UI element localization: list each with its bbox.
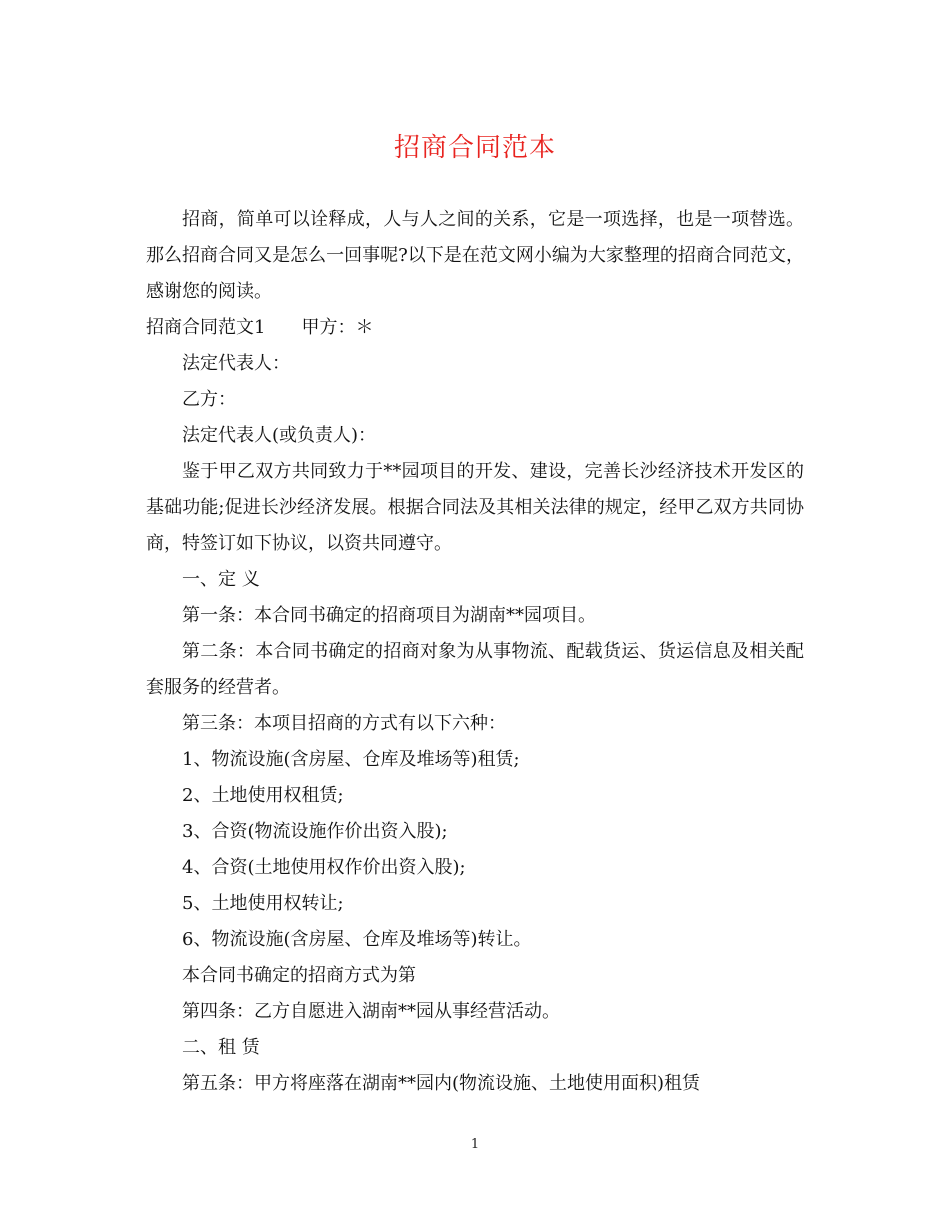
sample-heading: 招商合同范文1 xyxy=(146,317,266,338)
legal-representative-b: 法定代表人(或负责人)： xyxy=(182,425,377,446)
section-heading-definitions: 一、定 义 xyxy=(182,569,260,590)
party-b: 乙方： xyxy=(182,389,236,410)
method-item: 5、土地使用权转让; xyxy=(182,893,344,914)
method-item: 4、合资(土地使用权作价出资入股); xyxy=(182,857,466,878)
article-4: 第四条：乙方自愿进入湖南**园从事经营活动。 xyxy=(182,1001,560,1022)
legal-representative: 法定代表人： xyxy=(182,353,290,374)
method-item: 3、合资(物流设施作价出资入股); xyxy=(182,821,448,842)
method-item: 1、物流设施(含房屋、仓库及堆场等)租赁; xyxy=(182,749,520,770)
sample-heading-line xyxy=(146,310,804,346)
page-number: 1 xyxy=(470,1137,480,1152)
method-selected: 本合同书确定的招商方式为第 xyxy=(182,965,416,986)
article-3: 第三条：本项目招商的方式有以下六种： xyxy=(182,713,506,734)
method-item: 2、土地使用权租赁; xyxy=(182,785,344,806)
party-a: 甲方：＊ xyxy=(301,317,374,338)
document-body xyxy=(146,202,804,1102)
method-item: 6、物流设施(含房屋、仓库及堆场等)转让。 xyxy=(182,929,532,950)
intro-paragraph: 招商，简单可以诠释成，人与人之间的关系，它是一项选择，也是一项替选。那么招商合同又是怎么一回事呢?以下是在范文网小编为大家整理的招商合同范文，感谢您的阅读。 xyxy=(146,209,804,302)
article-2: 第二条：本合同书确定的招商对象为从事物流、配载货运、货运信息及相关配套服务的经营者。 xyxy=(146,641,804,698)
preamble-paragraph: 鉴于甲乙双方共同致力于**园项目的开发、建设，完善长沙经济技术开发区的基础功能;促进长沙经济发展。根据合同法及其相关法律的规定，经甲乙双方共同协商，特签订如下协议，以资共同遵守。 xyxy=(146,461,804,554)
section-heading-lease: 二、租 赁 xyxy=(182,1037,260,1058)
article-5: 第五条：甲方将座落在湖南**园内(物流设施、土地使用面积)租赁 xyxy=(182,1073,701,1094)
article-1: 第一条：本合同书确定的招商项目为湖南**园项目。 xyxy=(182,605,596,626)
document-title: 招商合同范本 xyxy=(393,133,556,163)
